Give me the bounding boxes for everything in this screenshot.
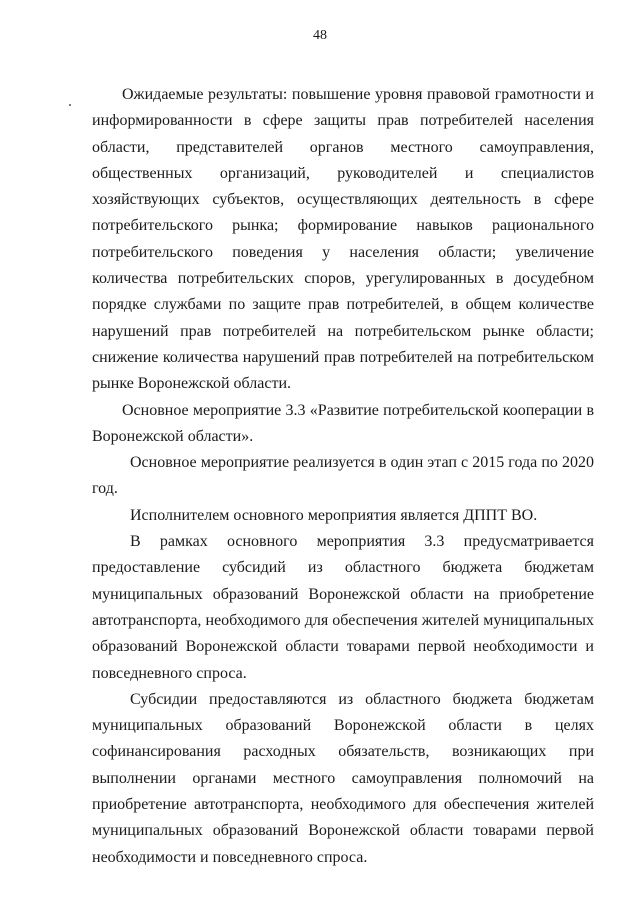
paragraph-expected-results: Ожидаемые результаты: повышение уровня правовой грамотности и информированности в сфере защиты прав потребителей населения области, представителей органов местного самоуправления, общественных организаций, руководителей и специалистов хозяйствующих субъектов, осуществляющих деятельность в сфере потребительского рынка; формирование навыков рационального потребительского поведения у населения области; увеличение количества потребительских споров, урегулированных в досудебном порядке службами по защите прав потребителей, в общем количестве нарушений прав потребителей на потребительском рынке области; снижение количества нарушений прав потребителей на потребительском рынке Воронежской области. xyxy=(92,86,594,393)
page-number: 48 xyxy=(313,28,327,43)
document-body xyxy=(92,82,594,871)
paragraph-subsidies-purpose: Субсидии предоставляются из областного бюджета бюджетам муниципальных образований Воронежской области в целях софинансирования расходных обязательств, возникающих при выполнении органами местного самоуправления полномочий на приобретение автотранспорта, необходимого для обеспечения жителей муниципальных образований Воронежской области товарами первой необходимости и повседневного спроса. xyxy=(92,690,594,866)
scan-speck xyxy=(69,104,71,106)
paragraph-main-activity: Основное мероприятие 3.3 «Развитие потребительской кооперации в Воронежской области». xyxy=(92,401,594,445)
paragraph-executor: Исполнителем основного мероприятия является ДППТ ВО. xyxy=(130,506,538,524)
paragraph-subsidies-provision: В рамках основного мероприятия 3.3 предусматривается предоставление субсидий из областного бюджета бюджетам муниципальных образований Воронежской области на приобретение автотранспорта, необходимого для обеспечения жителей муниципальных образований Воронежской области товарами первой необходимости и повседневного спроса. xyxy=(92,533,594,682)
paragraph-implementation-stage: Основное мероприятие реализуется в один этап с 2015 года по 2020 год. xyxy=(92,454,594,498)
